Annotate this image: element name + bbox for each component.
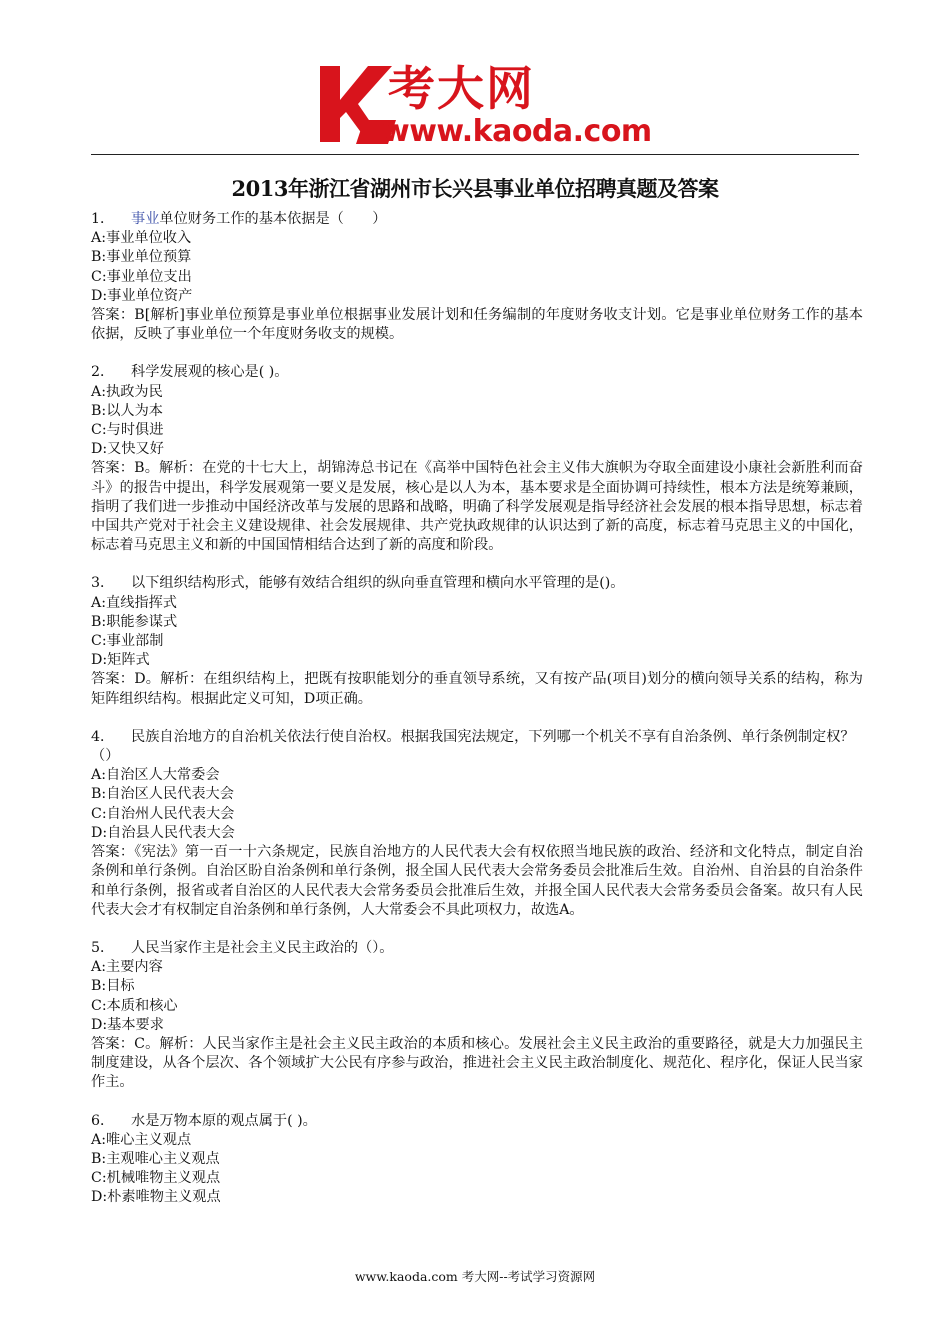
logo-brand-text: 考大网: [388, 62, 535, 117]
page-footer: www.kaoda.com 考大网--考试学习资源网: [354, 1269, 596, 1284]
question-6: [91, 1112, 863, 1208]
question-number: 6．: [91, 1112, 115, 1129]
page-title: 2013年浙江省湖州市长兴县事业单位招聘真题及答案: [231, 176, 719, 201]
question-text: 以下组织结构形式，能够有效结合组织的纵向垂直管理和横向水平管理的是()。: [131, 575, 625, 592]
answer-explanation: 答案：《宪法》第一百一十六条规定，民族自治地方的人民代表大会有权依照当地民族的政治、经济和文化特点，制定自治条例和单行条例。自治区盼自治条例和单行条例，报全国人民代表大会常务委员会批准后生效。自治州、自治县的自治条件和单行条例，报省或者自治区的人民代表大会常务委员会批准后生效，并报全国人民代表大会常务委员会备案。故只有人民代表大会才有权制定自治条例和单行条例，人大常委会不具此项权力，故选A。: [91, 844, 863, 918]
question-list: [91, 210, 863, 1227]
question-number: 2．: [91, 364, 115, 381]
answer-explanation: 答案：B[解析]事业单位预算是事业单位根据事业发展计划和任务编制的年度财务收支计划。它是事业单位财务工作的基本依据，反映了事业单位一个年度财务收支的规模。: [91, 307, 863, 343]
answer-explanation: 答案：C。解析：人民当家作主是社会主义民主政治的本质和核心。发展社会主义民主政治的重要路径，就是大力加强民主制度建设，从各个层次、各个领域扩大公民有序参与政治，推进社会主义民主政治制度化、规范化、程序化，保证人民当家作主。: [91, 1035, 863, 1091]
question-text: 民族自治地方的自治机关依法行使自治权。根据我国宪法规定，下列哪一个机关不享有自治条例、单行条例制定权？（）: [91, 728, 855, 765]
option-c: C:机械唯物主义观点: [91, 1170, 221, 1187]
question-stem: [91, 363, 863, 382]
question-number: 4．: [91, 728, 115, 745]
option-b: B:事业单位预算: [91, 249, 192, 266]
question-text: 单位财务工作的基本依据是（ ）: [159, 211, 387, 227]
question-stem: [91, 574, 863, 593]
option-a: A:唯心主义观点: [91, 1131, 192, 1148]
question-text: 人民当家作主是社会主义民主政治的（）。: [131, 939, 394, 956]
option-b: B:目标: [91, 978, 135, 995]
option-d: D:又快又好: [91, 441, 164, 458]
answer-explanation: 答案：D。解析：在组织结构上，把既有按职能划分的垂直领导系统，又有按产品(项目)划分的横向领导关系的结构，称为矩阵组织结构。根据此定义可知，D项正确。: [91, 671, 863, 707]
option-a: A:自治区人大常委会: [91, 767, 220, 784]
option-b: B:主观唯心主义观点: [91, 1150, 220, 1167]
option-d: D:事业单位资产: [91, 287, 193, 304]
logo-url-text: www.kaoda.com: [382, 114, 652, 149]
option-d: D:基本要求: [91, 1016, 164, 1033]
question-stem: [91, 728, 863, 766]
highlighted-link-text[interactable]: 事业: [131, 211, 160, 227]
option-a: A:执政为民: [91, 383, 163, 400]
option-c: C:本质和核心: [91, 997, 178, 1014]
answer-explanation: 答案：B。解析：在党的十七大上，胡锦涛总书记在《高举中国特色社会主义伟大旗帜为夺取全面建设小康社会新胜利而奋斗》的报告中提出，科学发展观第一要义是发展，核心是以人为本，基本要求是全面协调可持续性，根本方法是统筹兼顾，指明了我们进一步推动中国经济改革与发展的思路和战略，明确了科学发展观是指导经济社会发展的根本指导思想，标志着中国共产党对于社会主义建设规律、社会发展规律、共产党执政规律的认识达到了新的高度，标志着马克思主义的中国化，标志着马克思主义和新的中国国情相结合达到了新的高度和阶段。: [91, 460, 863, 554]
kaoda-logo: [318, 62, 652, 154]
option-a: A:直线指挥式: [91, 594, 177, 611]
option-b: B:以人为本: [91, 402, 163, 419]
option-c: C:与时俱进: [91, 422, 164, 439]
question-5: [91, 939, 863, 1093]
question-2: [91, 363, 863, 555]
option-d: D:朴素唯物主义观点: [91, 1189, 221, 1206]
question-text: 水是万物本原的观点属于( )。: [131, 1112, 317, 1129]
option-d: D:自治县人民代表大会: [91, 824, 235, 841]
header-divider: [91, 154, 859, 155]
option-d: D:矩阵式: [91, 652, 150, 669]
question-number: 1．: [91, 211, 115, 227]
question-text: 科学发展观的核心是( )。: [131, 364, 289, 381]
question-1: [91, 210, 863, 344]
question-stem: [91, 1112, 863, 1131]
option-b: B:自治区人民代表大会: [91, 786, 234, 803]
question-4: [91, 728, 863, 920]
option-b: B:职能参谋式: [91, 613, 178, 630]
question-number: 5．: [91, 939, 115, 956]
question-number: 3．: [91, 575, 115, 592]
option-c: C:事业部制: [91, 633, 164, 650]
question-3: [91, 574, 863, 708]
question-stem: [91, 939, 863, 958]
option-a: A:事业单位收入: [91, 230, 192, 247]
option-c: C:自治州人民代表大会: [91, 805, 235, 822]
option-a: A:主要内容: [91, 959, 163, 976]
option-c: C:事业单位支出: [91, 268, 192, 285]
question-stem: [91, 210, 863, 229]
